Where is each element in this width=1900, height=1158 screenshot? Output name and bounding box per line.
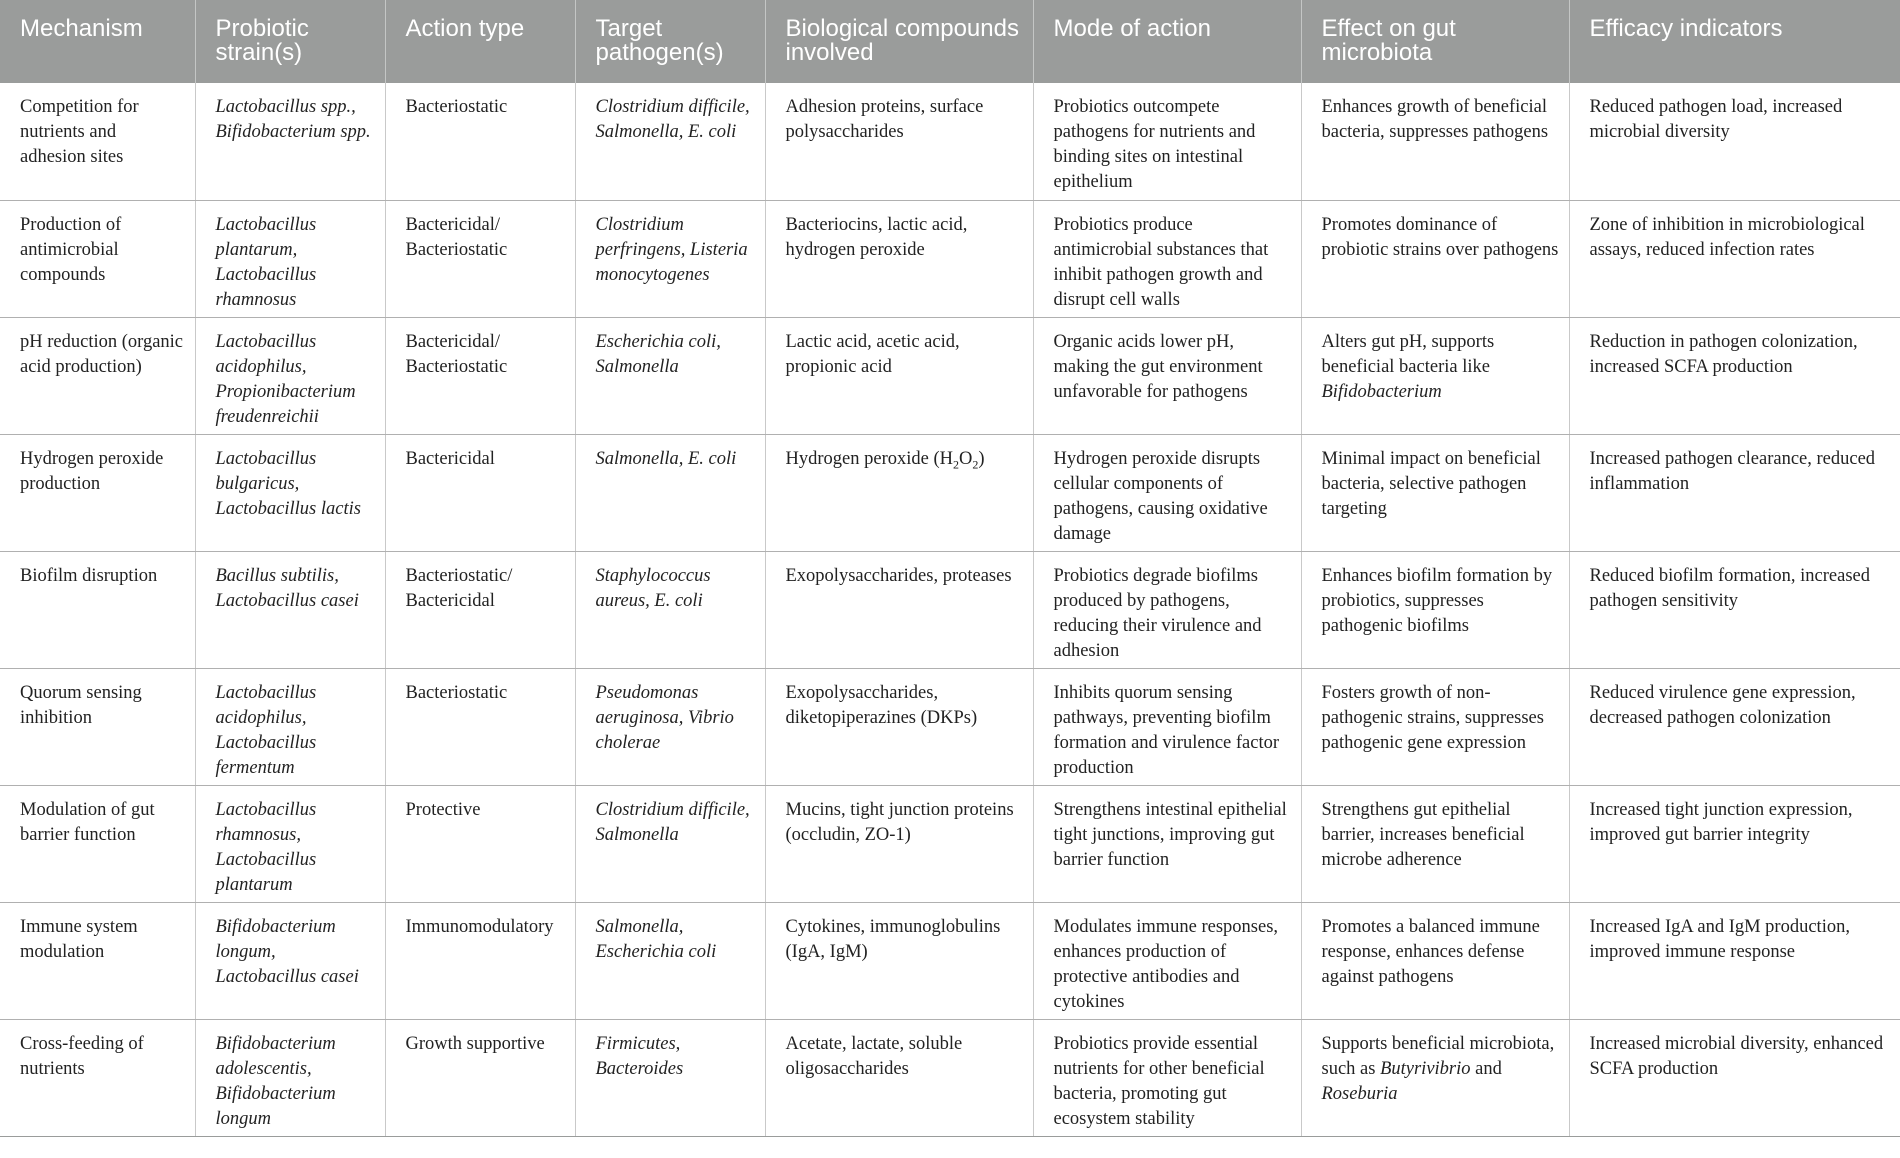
table-row bbox=[0, 317, 1900, 434]
table-row bbox=[0, 200, 1900, 317]
header-probiotic-strains: Probiotic strain(s) bbox=[195, 0, 385, 83]
table-row bbox=[0, 902, 1900, 1019]
effect-cell bbox=[1301, 317, 1569, 434]
effect-cell: Minimal impact on beneficial bacteria, selective pathogen targeting bbox=[1301, 434, 1569, 551]
effect-text: and bbox=[1470, 1058, 1502, 1079]
pathogens-cell: Firmicutes, Bacteroides bbox=[575, 1019, 765, 1136]
efficacy-cell: Reduced pathogen load, increased microbial diversity bbox=[1569, 83, 1900, 200]
table-row bbox=[0, 83, 1900, 200]
mechanism-cell: pH reduction (organic acid production) bbox=[0, 317, 195, 434]
mode-cell: Inhibits quorum sensing pathways, preventing biofilm formation and virulence factor production bbox=[1033, 668, 1301, 785]
action-cell: Bactericidal/ Bacteriostatic bbox=[385, 317, 575, 434]
effect-cell: Enhances growth of beneficial bacteria, suppresses pathogens bbox=[1301, 83, 1569, 200]
mechanism-cell: Quorum sensing inhibition bbox=[0, 668, 195, 785]
mode-cell: Probiotics provide essential nutrients for other beneficial bacteria, promoting gut ecosystem stability bbox=[1033, 1019, 1301, 1136]
strains-cell: Lactobacillus acidophilus, Propionibacterium freudenreichii bbox=[195, 317, 385, 434]
mechanism-cell: Competition for nutrients and adhesion sites bbox=[0, 83, 195, 200]
efficacy-cell: Increased IgA and IgM production, improved immune response bbox=[1569, 902, 1900, 1019]
effect-cell: Strengthens gut epithelial barrier, increases beneficial microbe adherence bbox=[1301, 785, 1569, 902]
table-header bbox=[0, 0, 1900, 83]
effect-text: Alters gut pH, supports beneficial bacteria like bbox=[1321, 331, 1495, 377]
compounds-cell: Lactic acid, acetic acid, propionic acid bbox=[765, 317, 1033, 434]
compounds-cell: Exopolysaccharides, proteases bbox=[765, 551, 1033, 668]
effect-cell: Promotes a balanced immune response, enhances defense against pathogens bbox=[1301, 902, 1569, 1019]
mode-cell: Strengthens intestinal epithelial tight junctions, improving gut barrier function bbox=[1033, 785, 1301, 902]
header-row bbox=[0, 0, 1900, 83]
mode-cell: Modulates immune responses, enhances production of protective antibodies and cytokines bbox=[1033, 902, 1301, 1019]
compounds-cell: Bacteriocins, lactic acid, hydrogen peroxide bbox=[765, 200, 1033, 317]
mechanism-cell: Biofilm disruption bbox=[0, 551, 195, 668]
compounds-cell: Exopolysaccharides, diketopiperazines (DKPs) bbox=[765, 668, 1033, 785]
table-body bbox=[0, 83, 1900, 1136]
header-target-pathogens: Target pathogen(s) bbox=[575, 0, 765, 83]
effect-cell: Enhances biofilm formation by probiotics, suppresses pathogenic biofilms bbox=[1301, 551, 1569, 668]
mode-cell: Organic acids lower pH, making the gut environment unfavorable for pathogens bbox=[1033, 317, 1301, 434]
compounds-cell: Cytokines, immunoglobulins (IgA, IgM) bbox=[765, 902, 1033, 1019]
action-cell: Bacteriostatic bbox=[385, 668, 575, 785]
subscript: 2 bbox=[972, 457, 979, 472]
pathogens-cell: Salmonella, E. coli bbox=[575, 434, 765, 551]
table-row bbox=[0, 668, 1900, 785]
compounds-cell: Mucins, tight junction proteins (occludin, ZO-1) bbox=[765, 785, 1033, 902]
mode-cell: Hydrogen peroxide disrupts cellular components of pathogens, causing oxidative damage bbox=[1033, 434, 1301, 551]
action-cell: Bacteriostatic bbox=[385, 83, 575, 200]
strains-cell: Bifidobacterium adolescentis, Bifidobacterium longum bbox=[195, 1019, 385, 1136]
header-effect-on-gut-microbiota: Effect on gut microbiota bbox=[1301, 0, 1569, 83]
table-row bbox=[0, 551, 1900, 668]
pathogens-cell: Staphylococcus aureus, E. coli bbox=[575, 551, 765, 668]
compounds-cell bbox=[765, 434, 1033, 551]
efficacy-cell: Reduction in pathogen colonization, increased SCFA production bbox=[1569, 317, 1900, 434]
action-cell: Protective bbox=[385, 785, 575, 902]
action-cell: Immunomodulatory bbox=[385, 902, 575, 1019]
compounds-text: Hydrogen peroxide (H bbox=[785, 448, 953, 469]
compounds-cell: Acetate, lactate, soluble oligosaccharides bbox=[765, 1019, 1033, 1136]
mode-cell: Probiotics produce antimicrobial substances that inhibit pathogen growth and disrupt cell walls bbox=[1033, 200, 1301, 317]
efficacy-cell: Reduced virulence gene expression, decreased pathogen colonization bbox=[1569, 668, 1900, 785]
header-mechanism: Mechanism bbox=[0, 0, 195, 83]
mode-cell: Probiotics degrade biofilms produced by pathogens, reducing their virulence and adhesion bbox=[1033, 551, 1301, 668]
compounds-text: O bbox=[958, 448, 973, 469]
header-biological-compounds: Biological compounds involved bbox=[765, 0, 1033, 83]
mechanism-cell: Hydrogen peroxide production bbox=[0, 434, 195, 551]
strains-cell: Lactobacillus plantarum, Lactobacillus rhamnosus bbox=[195, 200, 385, 317]
effect-genus: Roseburia bbox=[1321, 1083, 1398, 1104]
effect-genus: Bifidobacterium bbox=[1321, 381, 1442, 402]
efficacy-cell: Increased microbial diversity, enhanced SCFA production bbox=[1569, 1019, 1900, 1136]
strains-cell: Lactobacillus spp., Bifidobacterium spp. bbox=[195, 83, 385, 200]
header-action-type: Action type bbox=[385, 0, 575, 83]
efficacy-cell: Increased tight junction expression, improved gut barrier integrity bbox=[1569, 785, 1900, 902]
effect-genus: Butyrivibrio bbox=[1380, 1058, 1471, 1079]
pathogens-cell: Clostridium perfringens, Listeria monocytogenes bbox=[575, 200, 765, 317]
table-row bbox=[0, 1019, 1900, 1136]
mechanism-cell: Immune system modulation bbox=[0, 902, 195, 1019]
table-row bbox=[0, 434, 1900, 551]
mechanism-cell: Modulation of gut barrier function bbox=[0, 785, 195, 902]
efficacy-cell: Zone of inhibition in microbiological assays, reduced infection rates bbox=[1569, 200, 1900, 317]
effect-cell: Fosters growth of non-pathogenic strains, suppresses pathogenic gene expression bbox=[1301, 668, 1569, 785]
compounds-cell: Adhesion proteins, surface polysaccharides bbox=[765, 83, 1033, 200]
effect-text: Supports beneficial microbiota, such as bbox=[1321, 1033, 1555, 1079]
action-cell: Growth supportive bbox=[385, 1019, 575, 1136]
action-cell: Bacteriostatic/ Bactericidal bbox=[385, 551, 575, 668]
action-cell: Bactericidal/ Bacteriostatic bbox=[385, 200, 575, 317]
mechanism-cell: Cross-feeding of nutrients bbox=[0, 1019, 195, 1136]
subscript: 2 bbox=[952, 457, 959, 472]
table-row bbox=[0, 785, 1900, 902]
strains-cell: Bifidobacterium longum, Lactobacillus casei bbox=[195, 902, 385, 1019]
header-mode-of-action: Mode of action bbox=[1033, 0, 1301, 83]
strains-cell: Lactobacillus acidophilus, Lactobacillus fermentum bbox=[195, 668, 385, 785]
mechanism-cell: Production of antimicrobial compounds bbox=[0, 200, 195, 317]
strains-cell: Bacillus subtilis, Lactobacillus casei bbox=[195, 551, 385, 668]
header-efficacy-indicators: Efficacy indicators bbox=[1569, 0, 1900, 83]
effect-cell bbox=[1301, 1019, 1569, 1136]
pathogens-cell: Escherichia coli, Salmonella bbox=[575, 317, 765, 434]
efficacy-cell: Increased pathogen clearance, reduced inflammation bbox=[1569, 434, 1900, 551]
compounds-text: ) bbox=[978, 448, 985, 469]
pathogens-cell: Clostridium difficile, Salmonella bbox=[575, 785, 765, 902]
strains-cell: Lactobacillus rhamnosus, Lactobacillus plantarum bbox=[195, 785, 385, 902]
pathogens-cell: Pseudomonas aeruginosa, Vibrio cholerae bbox=[575, 668, 765, 785]
efficacy-cell: Reduced biofilm formation, increased pathogen sensitivity bbox=[1569, 551, 1900, 668]
strains-cell: Lactobacillus bulgaricus, Lactobacillus lactis bbox=[195, 434, 385, 551]
action-cell: Bactericidal bbox=[385, 434, 575, 551]
pathogens-cell: Salmonella, Escherichia coli bbox=[575, 902, 765, 1019]
pathogens-cell: Clostridium difficile, Salmonella, E. coli bbox=[575, 83, 765, 200]
mode-cell: Probiotics outcompete pathogens for nutrients and binding sites on intestinal epithelium bbox=[1033, 83, 1301, 200]
effect-cell: Promotes dominance of probiotic strains over pathogens bbox=[1301, 200, 1569, 317]
